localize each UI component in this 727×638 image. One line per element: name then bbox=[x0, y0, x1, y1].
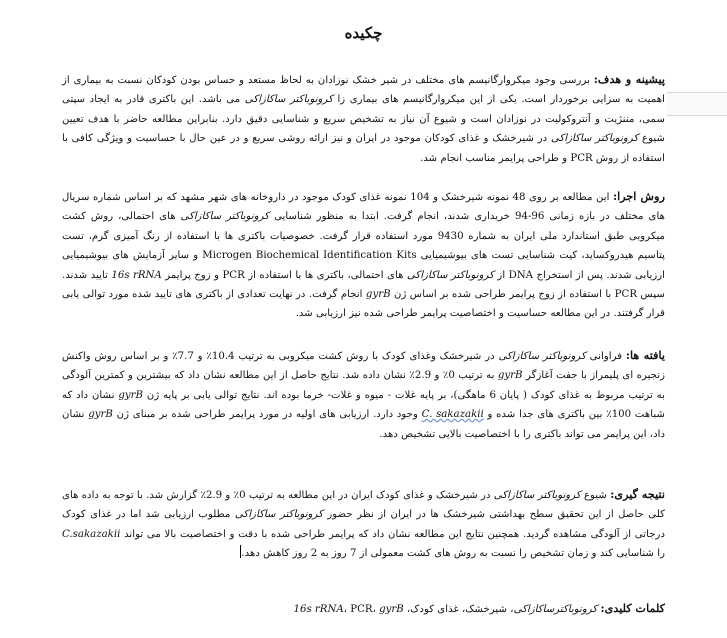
keywords-separator: ، PCR، bbox=[343, 604, 380, 615]
results-organism-1: کرونوباکتر ساکازاکی bbox=[498, 351, 586, 362]
abstract-methods[interactable] bbox=[62, 187, 665, 324]
conclusion-text-4: را شناسایی کند و زمان تشخیص را نسبت به روش های کشت معمولی از 7 روز به 2 روز کاهش دهد. bbox=[241, 548, 665, 560]
background-heading: پیشینه و هدف: bbox=[593, 72, 665, 86]
conclusion-heading: نتیجه گیری: bbox=[610, 487, 665, 501]
background-text-2: می باشد. این باکتری قادر به ایجاد سپتی سمی، مننژیت و آنتروکولیت در نوزادان است و شیوع آن نیاز به تشخیص سریع و شناسایی دقیق دارد. بنابراین مطالعه حاضر با هدف تعیین شیوع bbox=[62, 94, 665, 145]
abstract-background[interactable] bbox=[62, 70, 665, 168]
results-text-2: در شیرخشک وغذای کودک با روش کشت میکروبی به ترتیب 10.4٪ و 7.7٪ و بر اساس روش واکنش زنجیره ای پلیمراز با جفت آغازگر bbox=[62, 351, 666, 382]
methods-gene-1: 16s rRNA bbox=[111, 269, 162, 281]
conclusion-species: C.sakazakii bbox=[62, 528, 121, 540]
conclusion-text-1: شیوع bbox=[580, 490, 611, 501]
results-text-4: نشان داد که شباهت 100٪ بین باکتری های جدا شده و bbox=[62, 389, 665, 421]
conclusion-text-2: در شیرخشک و غذای کودک ایران در این مطالعه به ترتیب 0٪ و 2.9٪ گزارش شد. با توجه به داده های کلی حاصل از این تحقیق سطح بهداشتی شیرخشک ها در ایران از نظر حضور bbox=[62, 490, 665, 521]
methods-organism-2: کرونوباکتر ساکازاکی bbox=[406, 269, 494, 281]
keyword-gene-1: 16s rRNA bbox=[293, 604, 344, 615]
background-organism-1: کرونوباکتر ساکازاکی bbox=[244, 94, 333, 106]
background-text-1: بررسی وجود میکروارگانیسم های مختلف در شیر خشک نوزادان به لحاظ مستعد و حساس بودن کودکان نسبت به بیماری از اهمیت به سزایی برخوردار است. یکی از این میکروارگانیسم های بیماری زا bbox=[62, 75, 665, 106]
results-text-5: وجود دارد. ارزیابی های اولیه در مورد پرایمر طراحی شده بر مبنای ژن bbox=[112, 409, 422, 421]
results-text-1: فراوانی bbox=[585, 351, 626, 362]
keyword-gene-2: gyrB bbox=[379, 604, 404, 615]
methods-gene-2: gyrB bbox=[365, 289, 391, 301]
keywords-text: ، شیرخشک، غذای کودک، bbox=[403, 604, 514, 615]
keywords-line[interactable] bbox=[62, 599, 665, 619]
methods-text-2: های احتمالی، روش کشت میکروبی طبق استاندارد ملی ایران به شماره 9430 مورد استفاده قرار گرفت. خصوصیات باکتری ها با استفاده از رنگ آمیزی گرم، تست پتاسیم هیدروکساید، کیت شناسایی تست های بیوشیمیایی Microgen Biochemical Identification Kits و سایر آزمایش های بیوشیمیایی ارزیابی شدند. پس از استخراج DNA از bbox=[62, 211, 666, 281]
keyword-organism: کرونوباکترساکازاکی bbox=[513, 604, 598, 615]
results-species: C. sakazakii bbox=[421, 409, 484, 421]
margin-comment-marker bbox=[667, 92, 727, 116]
abstract-conclusion[interactable] bbox=[62, 485, 665, 564]
methods-heading: روش اجرا: bbox=[612, 189, 665, 203]
methods-text-3: های احتمالی، باکتری ها با استفاده از PCR و زوج پرایمر bbox=[161, 269, 407, 281]
conclusion-organism-1: کرونوباکتر ساکازاکی bbox=[493, 490, 581, 501]
results-heading: یافته ها: bbox=[625, 348, 666, 362]
results-gene-2: gyrB bbox=[118, 389, 143, 401]
methods-text-4: تایید شدند. سپس PCR با استفاده از زوج پرایمر طراحی شده بر اساس ژن bbox=[62, 269, 666, 301]
background-organism-2: کرونوباکتر ساکازاکی bbox=[550, 133, 639, 145]
abstract-results[interactable] bbox=[62, 346, 665, 444]
results-gene-3: gyrB bbox=[88, 409, 113, 421]
conclusion-text-3: مطلوب ارزیابی شد اما در غذای کودک درجاتی از آلودگی مشاهده گردید. همچنین نتایج این مطالعه نشان داد که پرایمر طراحی شده با دقت و اختصاصیت بالا می تواند bbox=[62, 509, 665, 540]
results-gene-1: gyrB bbox=[497, 370, 523, 382]
conclusion-organism-2: کرونوباکتر ساکازاکی bbox=[234, 509, 323, 521]
page-title: چکیده bbox=[344, 24, 383, 42]
methods-text-5: انجام گرفت. در نهایت تعدادی از باکتری های تایید شده مورد توالی یابی قرار گرفتند. در این مطالعه حساسیت و اختصاصیت پرایمر طراحی شده نیز ارزیابی شد. bbox=[62, 289, 665, 320]
methods-text-1: این مطالعه بر روی 48 نمونه شیرخشک و 104 نمونه غذای کودک موجود در داروخانه های شهر مشهد که بر اساس شماره سریال های مختلف در بازه زمانی 96-94 خریداری شدند، انجام گرفت. ابتدا به منظور شناسایی bbox=[62, 192, 665, 223]
methods-organism-1: کرونوباکتر ساکازاکی bbox=[180, 211, 270, 223]
background-text-3: در شیرخشک و غذای کودکان موجود در ایران و نیز ارائه روشی سریع و در عین حال با حساسیت و ویژگی کافی با استفاده از روش PCR و طراحی پرایمر مناسب انجام شد. bbox=[62, 133, 665, 164]
keywords-label: کلمات کلیدی: bbox=[600, 601, 665, 615]
results-text-3: به ترتیب 0٪ و 2.9٪ نشان داده شد. نتایج حاصل از این مطالعه نشان داد که بیشترین و کمترین آلودگی به ترتیب مربوط به غذای کودک ( پایان 6 ماهگی)، بر پایه غلات - میوه و غلات- خرما بوده اند. نتایج توالی یابی بر پایه ژن bbox=[62, 370, 665, 401]
results-text-6: نشان داد، این پرایمر می تواند باکتری را با اختصاصیت بالایی تشخیص دهد. bbox=[62, 409, 665, 440]
